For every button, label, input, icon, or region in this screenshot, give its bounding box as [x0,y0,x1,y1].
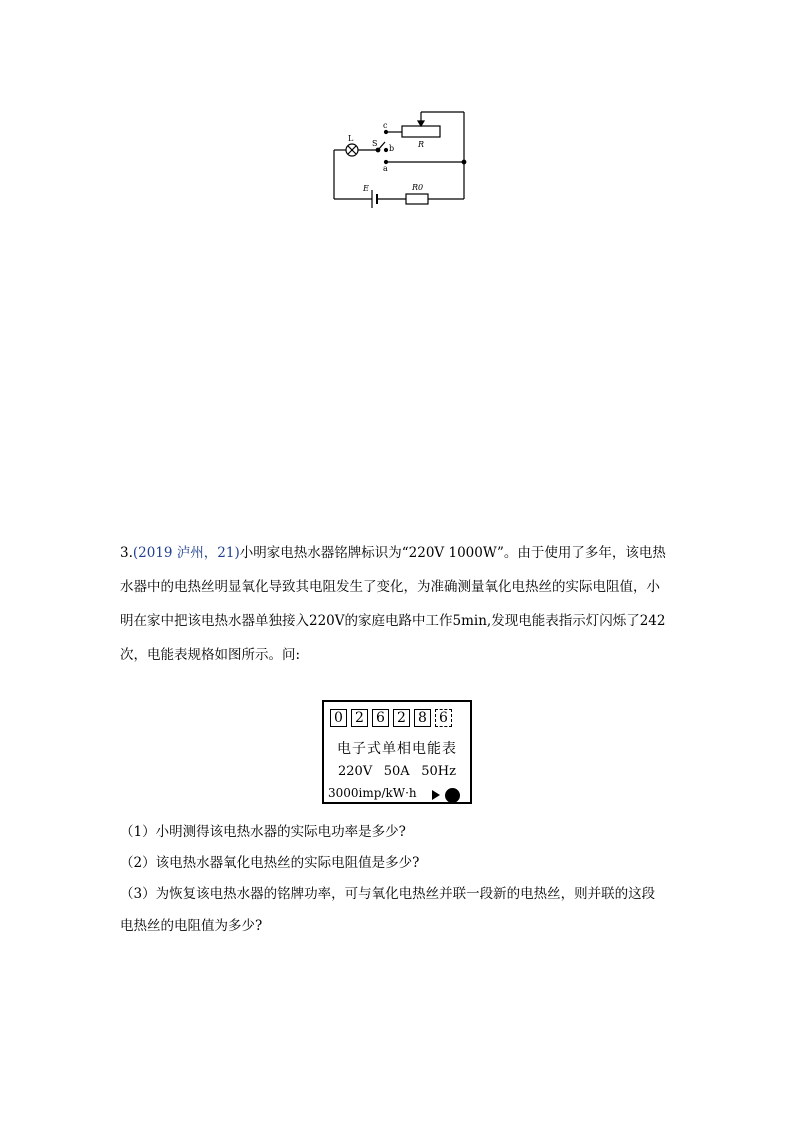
label-E: E [363,184,369,193]
label-S: S [372,139,378,148]
label-c: c [383,121,388,130]
question-3-cont: 电热丝的电阻值为多少? [120,918,263,934]
question-3: （3）为恢复该电热水器的铭牌功率，可与氧化电热丝并联一段新的电热丝，则并联的这段 [120,886,656,902]
problem-line-2: 水器中的电热丝明显氧化导致其电阻发生了变化，为准确测量氧化电热丝的实际电阻值，小 [120,579,660,595]
meter-digit: 8 [414,709,431,727]
question-1: （1）小明测得该电热水器的实际电功率是多少? [120,824,406,840]
meter-digit: 6 [372,709,389,727]
problem-line-4: 次，电能表规格如图所示。问: [120,647,301,663]
meter-title: 电子式单相电能表 [337,741,457,757]
meter-constant: 3000imp/kW·h [328,786,417,800]
meter-digit: 2 [351,709,368,727]
label-L: L [348,134,354,143]
label-b: b [389,144,395,153]
problem-source: (2019 泸州，21) [132,545,240,561]
electricity-meter [322,700,472,804]
label-R: R [418,140,425,149]
problem-text-1: 小明家电热水器铭牌标识为“220V 1000W”。由于使用了多年，该电热 [239,545,666,561]
resistor-R0 [406,194,428,204]
play-arrow-icon [432,790,440,800]
meter-voltage: 220V [338,764,373,779]
meter-digits [330,709,452,727]
circuit-diagram [328,104,473,214]
meter-specs [338,764,464,779]
problem-number: 3. [120,545,133,561]
problem-line-3: 明在家中把该电热水器单独接入220V的家庭电路中工作5min,发现电能表指示灯闪烁了242 [120,613,666,629]
rheostat-R [402,126,440,137]
problem-line-1 [120,537,680,570]
meter-digit: 2 [393,709,410,727]
switch-blade [378,142,385,150]
label-R0: R0 [412,183,424,192]
indicator-led-icon [445,788,460,803]
meter-digit: 0 [330,709,347,727]
meter-current: 50A [383,764,410,779]
label-a: a [383,164,388,173]
meter-frequency: 50Hz [421,764,456,779]
question-2: （2）该电热水器氧化电热丝的实际电阻值是多少? [120,855,420,871]
meter-digit-decimal: 6 [435,709,452,727]
